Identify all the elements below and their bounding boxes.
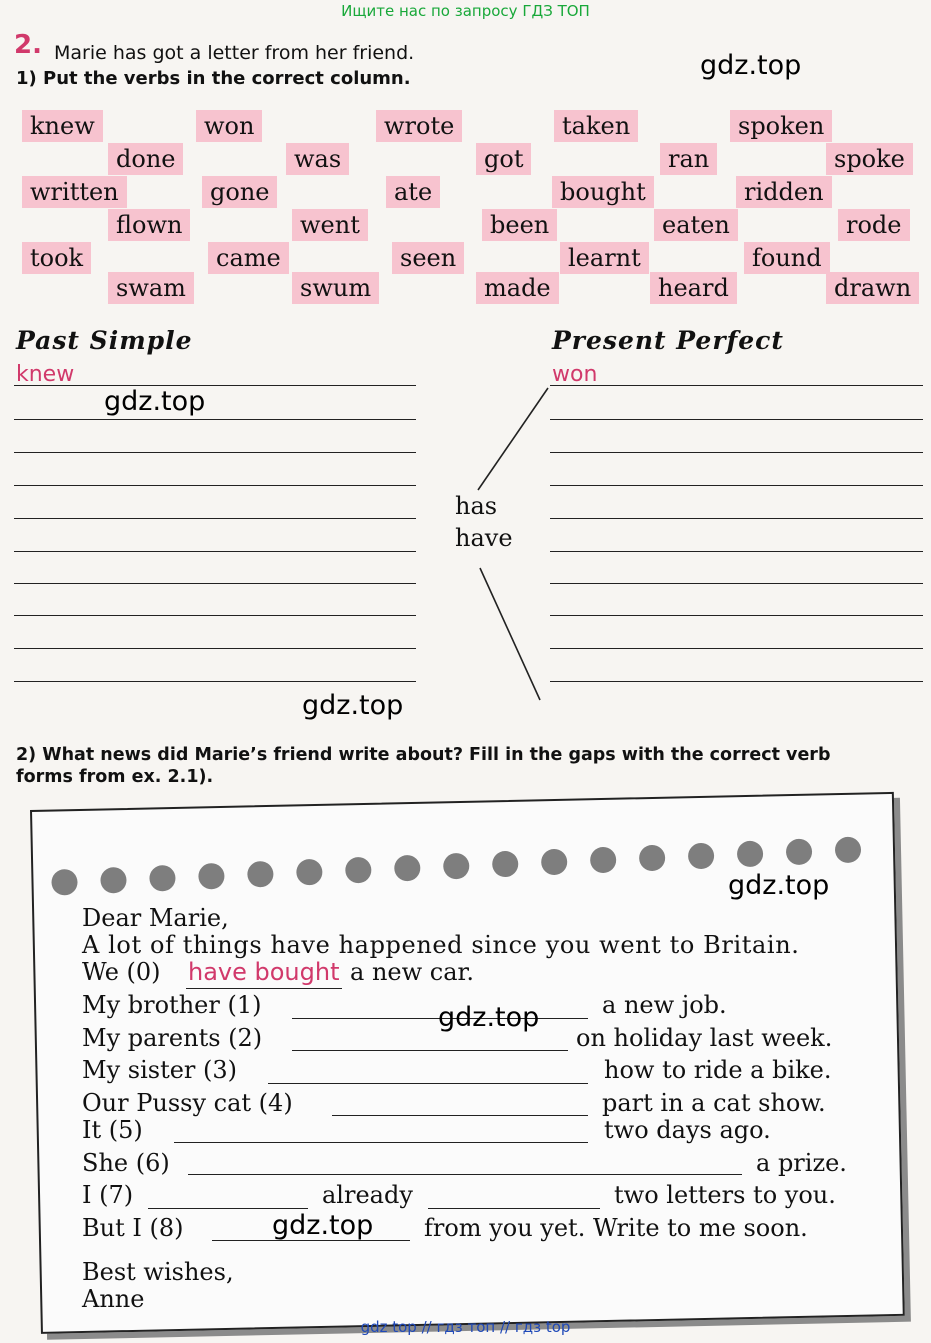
task1-instruction: 1) Put the verbs in the correct column.: [16, 68, 411, 89]
letter-line0-end: a new car.: [350, 958, 474, 986]
letter-line5-end: two days ago.: [604, 1116, 771, 1144]
letter-line1-start: My brother (1): [82, 991, 262, 1019]
letter-line4-start: Our Pussy cat (4): [82, 1089, 293, 1117]
letter-line2-start: My parents (2): [82, 1024, 263, 1052]
letter-line1-end: a new job.: [602, 991, 727, 1019]
present-perfect-example: won: [552, 362, 598, 387]
verb-chip: swam: [108, 272, 194, 304]
past-simple-heading: Past Simple: [16, 326, 193, 355]
verb-chip: swum: [292, 272, 379, 304]
exercise-title: Marie has got a letter from her friend.: [54, 42, 415, 64]
letter-line7-end: two letters to you.: [614, 1181, 836, 1209]
letter-line6-start: She (6): [82, 1149, 170, 1177]
verb-chip: eaten: [654, 209, 738, 241]
verb-chip: spoke: [826, 143, 913, 175]
verb-chip: took: [22, 242, 91, 274]
verb-chip: came: [208, 242, 289, 274]
verb-chip: learnt: [560, 242, 649, 274]
watermark: gdz.top: [104, 386, 206, 417]
verb-chip: written: [22, 176, 127, 208]
letter-line7-mid: already: [322, 1181, 413, 1209]
verb-chip: ridden: [736, 176, 832, 208]
letter-line5-start: It (5): [82, 1116, 143, 1144]
letter-closing: Best wishes,: [82, 1258, 234, 1286]
verb-chip: won: [196, 110, 262, 142]
letter-line2-end: on holiday last week.: [576, 1024, 833, 1052]
letter-line4-end: part in a cat show.: [602, 1089, 826, 1117]
verb-chip: been: [482, 209, 557, 241]
letter-line8-end: from you yet. Write to me soon.: [424, 1214, 808, 1242]
letter-greeting: Dear Marie,: [82, 904, 229, 932]
verb-chip: bought: [552, 176, 654, 208]
watermark: gdz.top: [302, 690, 404, 721]
verb-chip: wrote: [376, 110, 462, 142]
task2-instruction-line1: 2) What news did Marie’s friend write about? Fill in the gaps with the correct verb: [16, 745, 831, 765]
verb-chip: ran: [660, 143, 717, 175]
verb-chip: heard: [650, 272, 737, 304]
verb-chip: spoken: [730, 110, 832, 142]
task2-instruction-line2: forms from ex. 2.1).: [16, 767, 214, 787]
letter-line6-end: a prize.: [756, 1149, 847, 1177]
watermark: gdz.top: [700, 50, 802, 81]
have-label: have: [455, 524, 513, 552]
letter-line3-end: how to ride a bike.: [604, 1056, 832, 1084]
past-simple-example: knew: [16, 362, 75, 387]
verb-chip: done: [108, 143, 183, 175]
letter-line0-start: We (0): [82, 958, 161, 986]
exercise-number: 2.: [14, 30, 42, 60]
verb-chip: rode: [838, 209, 910, 241]
verb-chip: knew: [22, 110, 103, 142]
has-label: has: [455, 492, 498, 520]
verb-chip: made: [476, 272, 559, 304]
letter-line7-start: I (7): [82, 1181, 134, 1209]
watermark: gdz.top: [438, 1002, 540, 1033]
letter-line0-answer: have bought: [188, 958, 340, 986]
verb-chip: seen: [392, 242, 464, 274]
present-perfect-heading: Present Perfect: [552, 326, 784, 355]
top-banner: Ищите нас по запросу ГДЗ ТОП: [341, 2, 590, 20]
letter-line8-start: But I (8): [82, 1214, 184, 1242]
letter-line3-start: My sister (3): [82, 1056, 238, 1084]
verb-chip: flown: [108, 209, 190, 241]
verb-chip: was: [286, 143, 349, 175]
bottom-banner: gdz top // гдз топ // гдз top: [360, 1318, 571, 1336]
letter-intro: A lot of things have happened since you went to Britain.: [82, 931, 800, 959]
verb-chip: drawn: [826, 272, 919, 304]
watermark: gdz.top: [728, 870, 830, 901]
letter-signature: Anne: [82, 1285, 145, 1313]
verb-chip: gone: [202, 176, 277, 208]
verb-chip: taken: [554, 110, 638, 142]
verb-chip: found: [744, 242, 830, 274]
verb-chip: got: [476, 143, 531, 175]
watermark: gdz.top: [272, 1210, 374, 1241]
verb-chip: ate: [386, 176, 440, 208]
verb-chip: went: [292, 209, 368, 241]
